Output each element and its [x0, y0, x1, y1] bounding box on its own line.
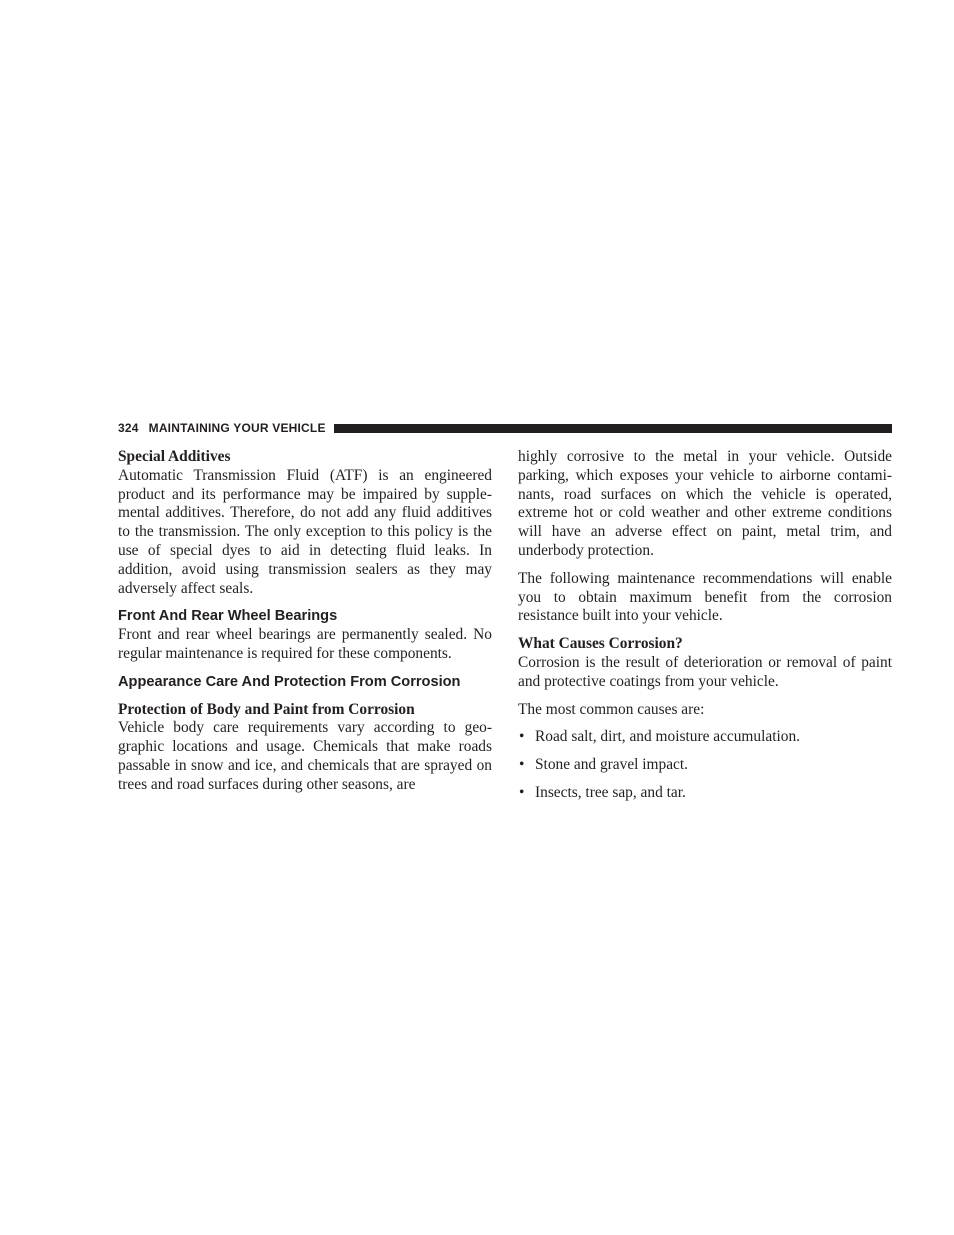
what-causes-corrosion-body: Corrosion is the result of deterioration or removal of paint and protective coatings from your vehicle. — [518, 653, 892, 690]
left-column — [118, 448, 492, 795]
list-item-text: Insects, tree sap, and tar. — [535, 783, 686, 801]
section-title: MAINTAINING YOUR VEHICLE — [148, 421, 326, 435]
bullet-icon: • — [519, 728, 525, 746]
bullet-icon: • — [519, 756, 525, 774]
common-causes-intro: The most common causes are: — [518, 700, 705, 718]
causes-list — [518, 728, 892, 802]
appearance-care-heading: Appearance Care And Protection From Corrosion — [118, 673, 461, 690]
corrosion-continuation-text: highly corrosive to the metal in your vehicle. Outside parking, which exposes your vehicle to airborne contaminants, road surfaces on which the vehicle is operated, extreme hot or cold weather and other extreme conditions will have an adverse effect on paint, metal trim, and underbody protection. — [518, 448, 892, 559]
maintenance-recommendations-text: The following maintenance recommendations will enable you to obtain maximum benefit from the corrosion resistance built into your vehicle. — [518, 569, 892, 625]
wheel-bearings-body: Front and rear wheel bearings are permanently sealed. No regular maintenance is required for these components. — [118, 626, 492, 662]
list-item-text: Road salt, dirt, and moisture accumulation. — [535, 728, 800, 746]
header-rule — [334, 424, 892, 433]
list-item-text: Stone and gravel impact. — [535, 756, 689, 774]
wheel-bearings-heading: Front And Rear Wheel Bearings — [118, 608, 338, 625]
right-column — [518, 448, 892, 812]
page-header — [118, 420, 892, 436]
list-item — [518, 756, 892, 775]
body-paint-protection-heading: Protection of Body and Paint from Corrosion — [118, 700, 415, 718]
what-causes-corrosion-heading: What Causes Corrosion? — [518, 635, 683, 653]
special-additives-heading: Special Additives — [118, 448, 231, 465]
page-number: 324 — [118, 421, 139, 435]
body-paint-protection-body: Vehicle body care requirements vary according to geographic locations and usage. Chemicals that make roads passable in snow and ice, and chemicals that are sprayed on trees and road surfaces during other seasons, are — [118, 719, 492, 793]
special-additives-body: Automatic Transmission Fluid (ATF) is an engineered product and its performance may be impaired by supplemental additives. Therefore, do not add any fluid additives to the transmission. The only exception to this policy is the use of special dyes to aid in detecting fluid leaks. In addition, avoid using transmission sealers as they may adversely affect seals. — [118, 466, 492, 597]
bullet-icon: • — [519, 783, 525, 801]
list-item — [518, 784, 892, 803]
list-item — [518, 728, 892, 747]
